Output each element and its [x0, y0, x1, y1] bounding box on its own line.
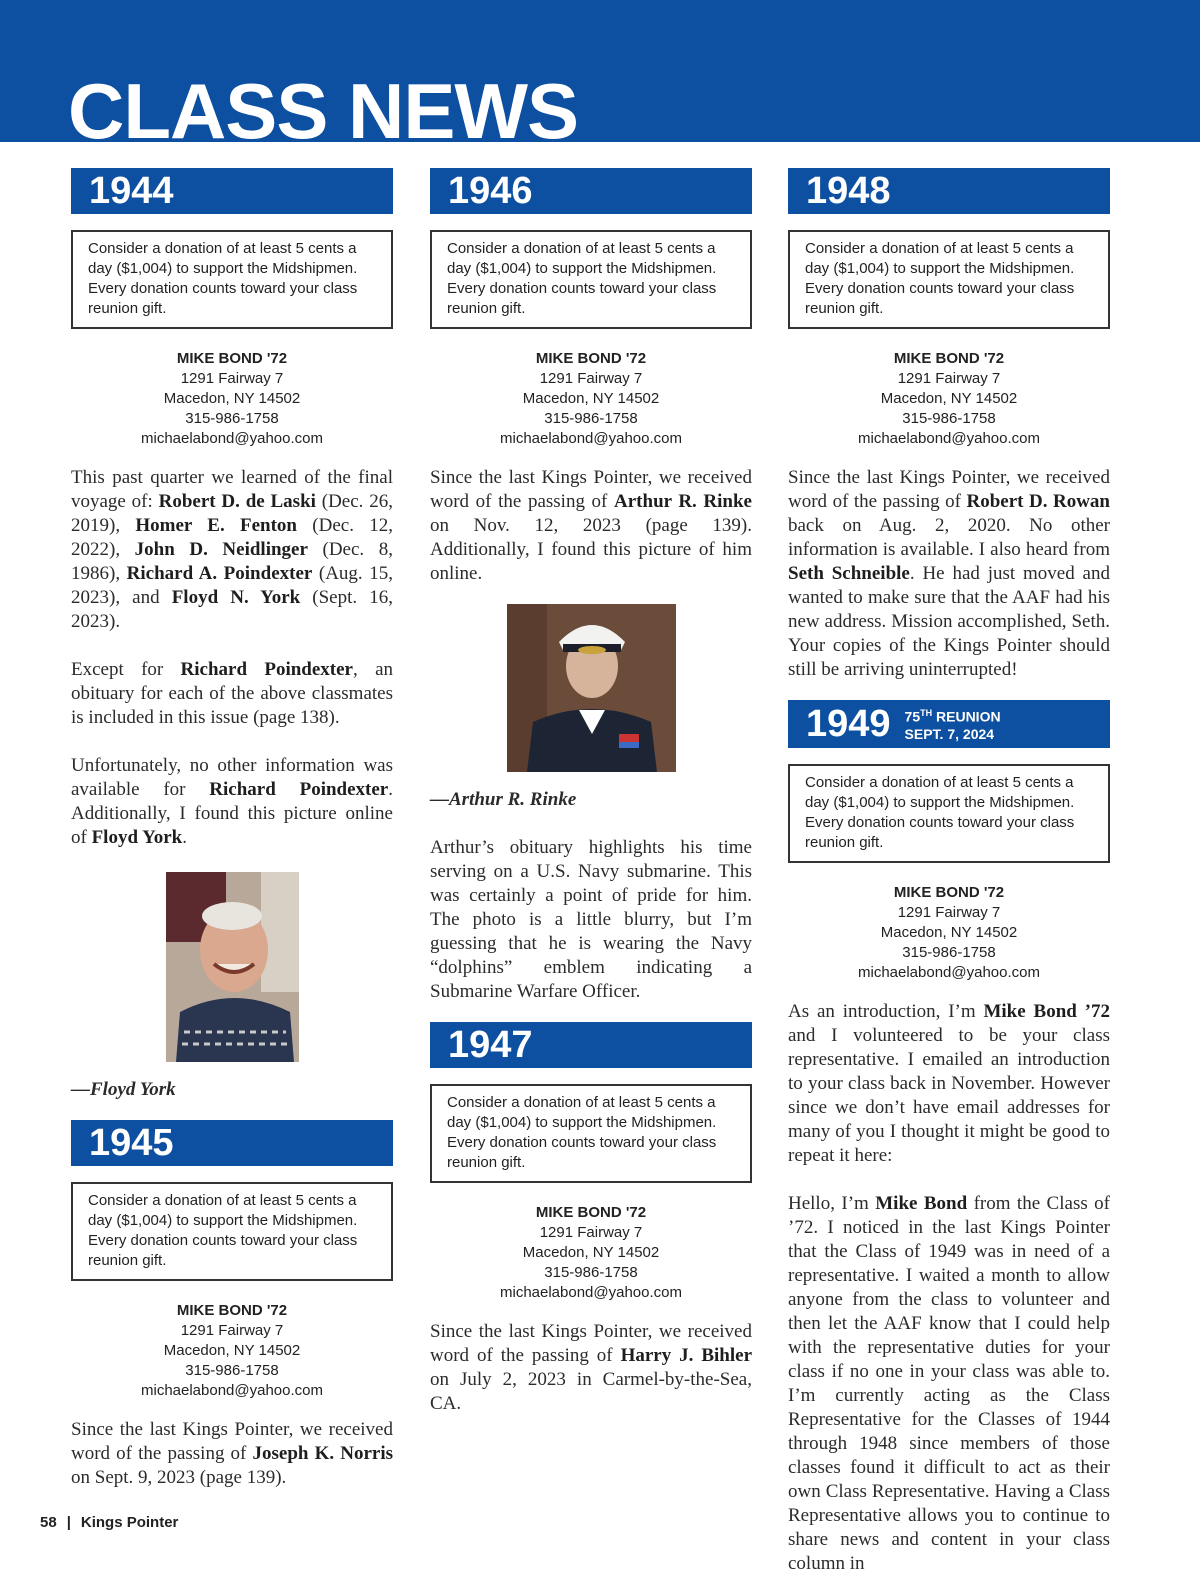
contact-phone: 315-986-1758: [185, 1362, 279, 1379]
page-number: 58: [40, 1514, 57, 1531]
contact-address: 1291 Fairway 7: [539, 370, 643, 387]
contact-address: 1291 Fairway 7: [180, 370, 284, 387]
contact-name: MIKE BOND '72: [176, 1302, 288, 1319]
contact-address: 1291 Fairway 7: [897, 904, 1001, 921]
contact-address: 1291 Fairway 7: [897, 370, 1001, 387]
contact-email[interactable]: michaelabond@yahoo.com: [141, 430, 323, 447]
contact-address: 1291 Fairway 7: [180, 1322, 284, 1339]
contact-phone: 315-986-1758: [902, 944, 996, 961]
contact-phone: 315-986-1758: [902, 410, 996, 427]
contact-city: Macedon, NY 14502: [163, 390, 301, 407]
donation-box-1949: Consider a donation of at least 5 cents a day ($1,004) to support the Midshipmen. Every donation counts toward your class reunion gift.: [788, 764, 1110, 863]
contact-email[interactable]: michaelabond@yahoo.com: [141, 1382, 323, 1399]
contact-city: Macedon, NY 14502: [880, 924, 1018, 941]
contact-email[interactable]: michaelabond@yahoo.com: [500, 430, 682, 447]
donation-box-1944: Consider a donation of at least 5 cents a day ($1,004) to support the Midshipmen. Every donation counts toward your class reunion gift.: [71, 230, 393, 329]
contact-name: MIKE BOND '72: [893, 350, 1005, 367]
donation-box-1945: Consider a donation of at least 5 cents a day ($1,004) to support the Midshipmen. Every donation counts toward your class reunion gift.: [71, 1182, 393, 1281]
contact-phone: 315-986-1758: [185, 410, 279, 427]
column-right: [788, 168, 1110, 1576]
contact-address: 1291 Fairway 7: [539, 1224, 643, 1241]
footer-separator: |: [66, 1514, 71, 1531]
contact-phone: 315-986-1758: [544, 410, 638, 427]
contact-block-1946: [430, 349, 752, 449]
contact-block-1948: [788, 349, 1110, 449]
publication-name: Kings Pointer: [80, 1514, 179, 1531]
class-1949-paragraph-2: Hello, I’m Mike Bond from the Class of ’72. I noticed in the last Kings Pointer that the Class of 1949 was in need of a representative. I waited a month to allow anyone from the class to volunteer and then let the AAF know that I could help with the representative duties for your class if no one in your class was able to. I’m currently acting as the Class Representative for the Classes of 1944 through 1948 since members of those classes found it difficult to act as their own Class Representative. Having a Class Representative allows you to continue to share news and content in your class column in: [788, 1193, 1110, 1574]
photo-arthur-rinke: [507, 604, 676, 772]
page-footer: [40, 1514, 178, 1531]
contact-name: MIKE BOND '72: [176, 350, 288, 367]
contact-email[interactable]: michaelabond@yahoo.com: [858, 430, 1040, 447]
contact-city: Macedon, NY 14502: [522, 390, 660, 407]
contact-block-1947: [430, 1203, 752, 1303]
class-1946-paragraph-1: Since the last Kings Pointer, we received word of the passing of Arthur R. Rinke on Nov. 12, 2023 (page 139). Additionally, I found this picture of him online.: [430, 467, 752, 584]
contact-name: MIKE BOND '72: [535, 1204, 647, 1221]
reunion-info: [905, 705, 1001, 743]
contact-city: Macedon, NY 14502: [880, 390, 1018, 407]
class-1944-paragraph-3: Unfortunately, no other information was available for Richard Poindexter. Additionally, I found this picture online of Floyd York.: [71, 755, 393, 848]
caption-arthur-rinke: —Arthur R. Rinke: [430, 789, 577, 810]
donation-box-1947: Consider a donation of at least 5 cents a day ($1,004) to support the Midshipmen. Every donation counts toward your class reunion gift.: [430, 1084, 752, 1183]
class-1946-paragraph-2: Arthur’s obituary highlights his time serving on a U.S. Navy submarine. This was certainly a point of pride for him. The photo is a little blurry, but I’m guessing that he is wearing the Navy “dolphins” emblem indicating a Submarine Warfare Officer.: [430, 837, 752, 1002]
column-left: [71, 168, 393, 1490]
contact-name: MIKE BOND '72: [893, 884, 1005, 901]
class-1949-year: 1949: [806, 703, 891, 745]
page-title: CLASS NEWS: [68, 67, 579, 142]
contact-email[interactable]: michaelabond@yahoo.com: [500, 1284, 682, 1301]
class-1945-header: 1945: [71, 1120, 393, 1166]
donation-box-1948: Consider a donation of at least 5 cents a day ($1,004) to support the Midshipmen. Every donation counts toward your class reunion gift.: [788, 230, 1110, 329]
header-band: [0, 0, 1200, 142]
class-1948-header: 1948: [788, 168, 1110, 214]
contact-block-1949: [788, 883, 1110, 983]
class-1944-paragraph-1: This past quarter we learned of the final voyage of: Robert D. de Laski (Dec. 26, 2019), Homer E. Fenton (Dec. 12, 2022), John D. Neidlinger (Dec. 8, 1986), Richard A. Poindexter (Aug. 15, 2023), and Floyd N. York (Sept. 16, 2023).: [71, 467, 394, 632]
column-middle: [430, 168, 752, 1416]
reunion-ordinal-suffix: TH: [920, 708, 933, 719]
contact-name: MIKE BOND '72: [535, 350, 647, 367]
reunion-date: SEPT. 7, 2024: [904, 725, 995, 742]
class-1948-paragraph-1: Since the last Kings Pointer, we received word of the passing of Robert D. Rowan back on Aug. 2, 2020. No other information is available. I also heard from Seth Schneible. He had just moved and wanted to make sure that the AAF had his new address. Mission accomplished, Seth. Your copies of the Kings Pointer should still be arriving uninterrupted!: [788, 467, 1110, 680]
contact-block-1944: [71, 349, 393, 449]
class-1944-header: 1944: [71, 168, 393, 214]
class-1946-header: 1946: [430, 168, 752, 214]
contact-phone: 315-986-1758: [544, 1264, 638, 1281]
contact-email[interactable]: michaelabond@yahoo.com: [858, 964, 1040, 981]
reunion-label: REUNION: [932, 708, 1001, 725]
contact-city: Macedon, NY 14502: [163, 1342, 301, 1359]
caption-floyd-york: —Floyd York: [71, 1079, 176, 1100]
class-1945-paragraph-1: Since the last Kings Pointer, we received word of the passing of Joseph K. Norris on Sept. 9, 2023 (page 139).: [71, 1419, 394, 1488]
contact-block-1945: [71, 1301, 393, 1401]
class-1947-paragraph-1: Since the last Kings Pointer, we received word of the passing of Harry J. Bihler on July 2, 2023 in Carmel-by-the-Sea, CA.: [430, 1321, 752, 1414]
class-1944-paragraph-2: Except for Richard Poindexter, an obituary for each of the above classmates is included in this issue (page 138).: [71, 659, 393, 728]
class-1947-header: 1947: [430, 1022, 752, 1068]
donation-box-1946: Consider a donation of at least 5 cents a day ($1,004) to support the Midshipmen. Every donation counts toward your class reunion gift.: [430, 230, 752, 329]
class-1949-header: [788, 700, 1110, 748]
photo-floyd-york: [166, 872, 299, 1062]
class-1949-paragraph-1: As an introduction, I’m Mike Bond ’72 and I volunteered to be your class representative. I emailed an introduction to your class back in November. However since we don’t have email addresses for many of you I thought it might be good to repeat it here:: [788, 1001, 1110, 1166]
reunion-ordinal: 75: [904, 708, 921, 725]
contact-city: Macedon, NY 14502: [522, 1244, 660, 1261]
